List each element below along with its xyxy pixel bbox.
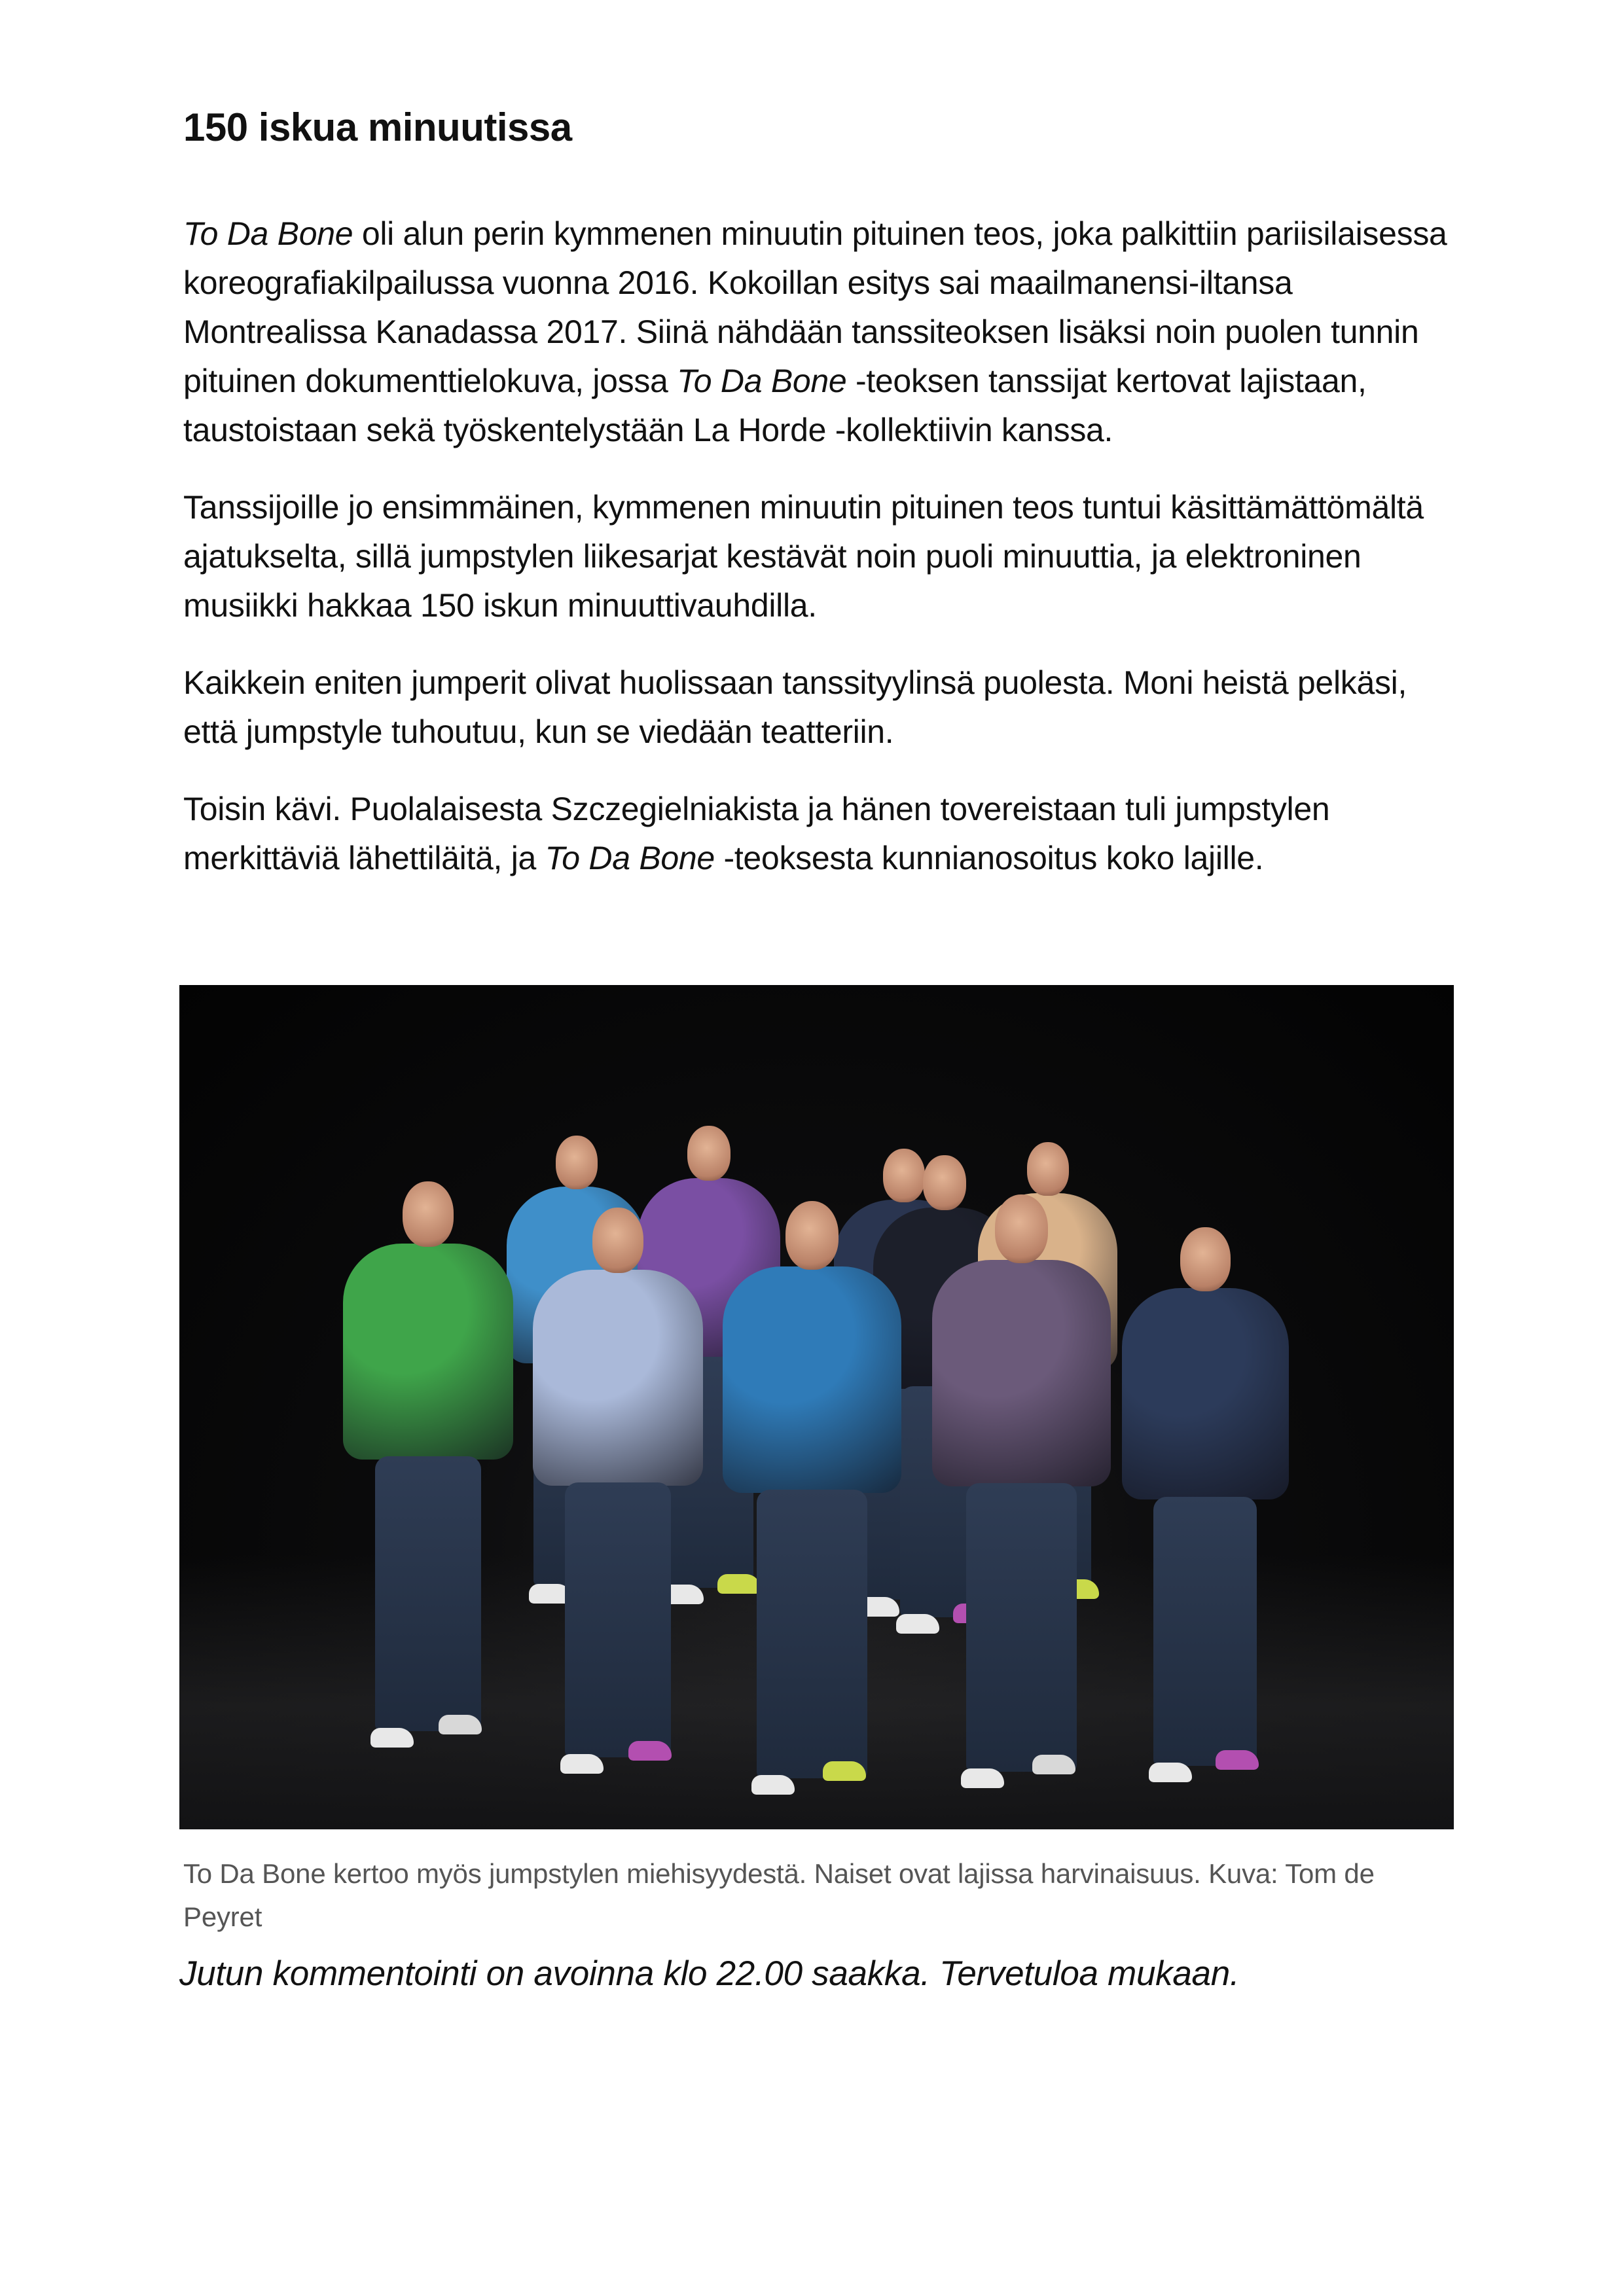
photo-caption: To Da Bone kertoo myös jumpstylen miehisyydestä. Naiset ovat lajissa harvinaisuus. Kuva: Tom de Peyret [183, 1858, 1375, 1932]
italic-text: To Da Bone [545, 840, 715, 876]
dancer-shoe [1216, 1750, 1259, 1770]
dancer-shoe [961, 1768, 1004, 1788]
body-paragraph [183, 785, 1453, 883]
dancer-jacket [932, 1260, 1111, 1487]
dancer-shoe [823, 1761, 866, 1781]
dancer-jeans [757, 1490, 867, 1778]
dancer-shoe [1149, 1763, 1192, 1782]
paragraph-text: -teoksesta kunnianosoitus koko lajille. [714, 840, 1264, 876]
dancer-jacket [723, 1266, 901, 1494]
dancer-figure [932, 1194, 1111, 1813]
dancer-jeans [565, 1482, 670, 1757]
paragraph-text: -teoksen tanssijat kertovat lajistaan, taustoistaan sekä työskentelystään La Horde -kollektiivin kanssa. [183, 363, 1367, 448]
dancer-jacket [343, 1244, 513, 1460]
dancer-jacket [1122, 1288, 1289, 1499]
paragraph-text: Toisin kävi. Puolalaisesta Szczegielniakista ja hänen tovereistaan tuli jumpstylen merkittäviä lähettiläitä, ja [183, 791, 1330, 876]
dancer-shoe [370, 1728, 414, 1748]
dancer-shoe [560, 1754, 604, 1774]
italic-text: To Da Bone [677, 363, 847, 399]
dancer-shoe [751, 1775, 795, 1795]
body-paragraph [183, 658, 1453, 757]
dancer-shoe [439, 1715, 482, 1734]
paragraph-text: oli alun perin kymmenen minuutin pituinen teos, joka palkittiin pariisilaisessa koreografiakilpailussa vuonna 2016. Kokoillan esitys sai maailmanensi-iltansa Montrealissa Kanadassa 2017. Siinä nähdään tanssiteoksen lisäksi noin puolen tunnin pituinen dokumenttielokuva, jossa [183, 215, 1447, 399]
dancer-head [995, 1194, 1049, 1263]
italic-text: To Da Bone [183, 215, 353, 252]
dancer-shoe [628, 1741, 672, 1761]
body-paragraph [183, 483, 1453, 630]
dancer-jeans [1153, 1497, 1257, 1767]
dancer-jeans [966, 1483, 1077, 1772]
dancer-head [785, 1201, 839, 1270]
dancer-head [1027, 1142, 1069, 1196]
commenting-note: Jutun kommentointi on avoinna klo 22.00 saakka. Tervetuloa mukaan. [179, 1954, 1240, 1993]
dancer-figure [723, 1201, 901, 1820]
article-body [183, 209, 1453, 911]
dancer-figure [343, 1181, 513, 1770]
dancer-jacket [533, 1270, 703, 1486]
dancer-head [592, 1208, 643, 1273]
dancer-head [1180, 1227, 1230, 1291]
paragraph-text: Tanssijoille jo ensimmäinen, kymmenen minuutin pituinen teos tuntui käsittämättömältä ajatukselta, sillä jumpstylen liikesarjat kestävät noin puoli minuuttia, ja elektroninen musiikki hakkaa 150 iskun minuuttivauhdilla. [183, 489, 1424, 624]
article-photo [179, 985, 1454, 1829]
dancer-jeans [375, 1456, 480, 1731]
paragraph-text: Kaikkein eniten jumperit olivat huolissaan tanssityylinsä puolesta. Moni heistä pelkäsi, että jumpstyle tuhoutuu, kun se viedään teatteriin. [183, 664, 1407, 750]
dancer-head [556, 1136, 598, 1189]
dancer-head [403, 1181, 454, 1247]
dancer-shoe [1032, 1755, 1075, 1774]
body-paragraph [183, 209, 1453, 455]
dancer-figure [1122, 1227, 1289, 1804]
section-heading: 150 iskua minuutissa [183, 105, 572, 149]
dancer-head [687, 1126, 731, 1181]
dancer-figure [533, 1208, 703, 1797]
